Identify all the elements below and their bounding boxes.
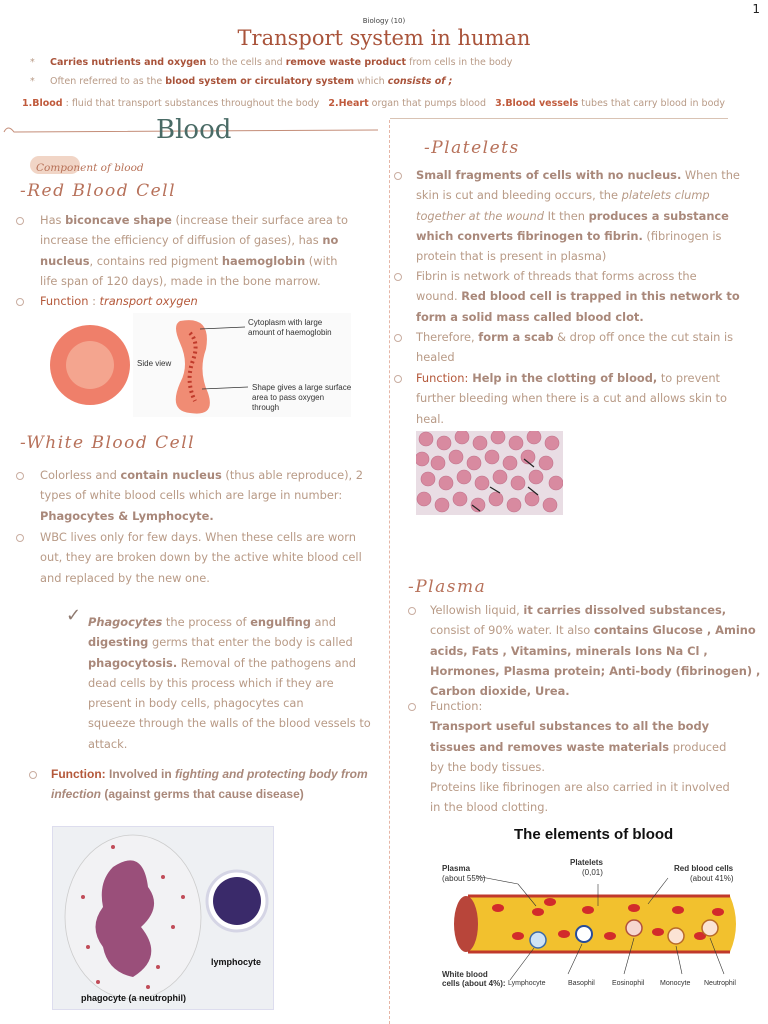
subject-label: Biology (10)	[362, 17, 406, 25]
platelets-description: Small fragments of cells with no nucleus. When the skin is cut and bleeding occurs, the platelets clump together at the wound It then produces a substance which converts fibrinogen to fibrin. (fibrinogen is protein that is present in plasma)	[416, 165, 761, 266]
divider-line	[390, 118, 728, 119]
page-number: 1	[752, 2, 760, 16]
rbc-figure: Cytoplasm with large amount of haemoglobin Side view Shape gives a large surface area to pass oxygen through	[40, 313, 352, 417]
elements-of-blood-figure: The elements of blood Plasma (about 55%) Platelets (0,01) Red blood cells (about 41%) White blood cells (about 4%): Lymphocyte Basophil Eosinophil Monocyte Neutrophil	[442, 826, 736, 988]
component-of-blood-label: Component of blood	[36, 156, 146, 172]
rbc-description: Has biconcave shape (increase their surface area to increase the efficiency of diffusion of gases), has no nucleus, contains red pigment haemoglobin (with life span of 120 days), made in the bone marrow.	[40, 210, 385, 291]
wbc-lifespan: WBC lives only for few days. When these cells are worn out, they are broken down by the active white blood cell and replaced by the new one.	[40, 527, 385, 588]
platelets-function: Function: Help in the clotting of blood, to prevent further bleeding when there is a cut and allows skin to heal.	[416, 368, 761, 429]
plasma-function: Function: Transport useful substances to all the body tissues and removes waste materials produced by the body tissues. Proteins like fibrinogen are also carried in it involved in the blood clotting.	[430, 696, 765, 818]
plasma-heading: -Plasma	[408, 577, 487, 597]
star-bullet-icon: *	[30, 76, 35, 87]
column-divider	[389, 120, 390, 1024]
wbc-description: Colorless and contain nucleus (thus able reproduce), 2 types of white blood cells which are large in number: Phagocytes & Lymphocyte.	[40, 465, 385, 526]
platelets-heading: -Platelets	[424, 138, 520, 158]
checkmark-icon: ✓	[66, 605, 82, 626]
plasma-description: Yellowish liquid, it carries dissolved substances, consist of 90% water. It also contains Glucose , Amino acids, Fats , Vitamins, minerals Ions Na Cl , Hormones, Plasma protein; Anti-body (fibrinogen) , Carbon dioxide, Urea.	[430, 600, 765, 701]
rbc-function: Function : transport oxygen	[40, 291, 198, 311]
wbc-figure: lymphocyte phagocyte (a neutrophil)	[52, 826, 274, 1010]
intro-bullet-2: * Often referred to as the blood system or circulatory system which consists of ;	[30, 76, 453, 87]
wbc-heading: -White Blood Cell	[20, 433, 196, 453]
wbc-function: Function: Involved in fighting and protecting body from infection (against germs that cause disease)	[51, 764, 386, 805]
blood-smear-figure	[416, 431, 563, 515]
phagocytes-description: ✓ Phagocytes the process of engulfing and digesting germs that enter the body is called phagocytosis. Removal of the pathogens and dead cells by this process which if they are present in body cells, phagocytes can squeeze through the walls of the blood vessels to attack.	[66, 605, 371, 751]
page-title: Transport system in human	[237, 26, 531, 50]
blood-heading: Blood	[156, 115, 232, 145]
fibrin-description: Fibrin is network of threads that forms across the wound. Red blood cell is trapped in this network to form a solid mass called blood clot.	[416, 266, 761, 327]
star-bullet-icon: *	[30, 57, 35, 68]
rbc-heading: -Red Blood Cell	[20, 181, 177, 201]
intro-bullet-1: * Carries nutrients and oxygen to the cells and remove waste product from cells in the body	[30, 57, 513, 68]
scab-description: Therefore, form a scab & drop off once the cut stain is healed	[416, 327, 761, 368]
definitions-line: 1.Blood : fluid that transport substances throughout the body 2.Heart organ that pumps blood 3.Blood vessels tubes that carry blood in body	[22, 98, 726, 109]
